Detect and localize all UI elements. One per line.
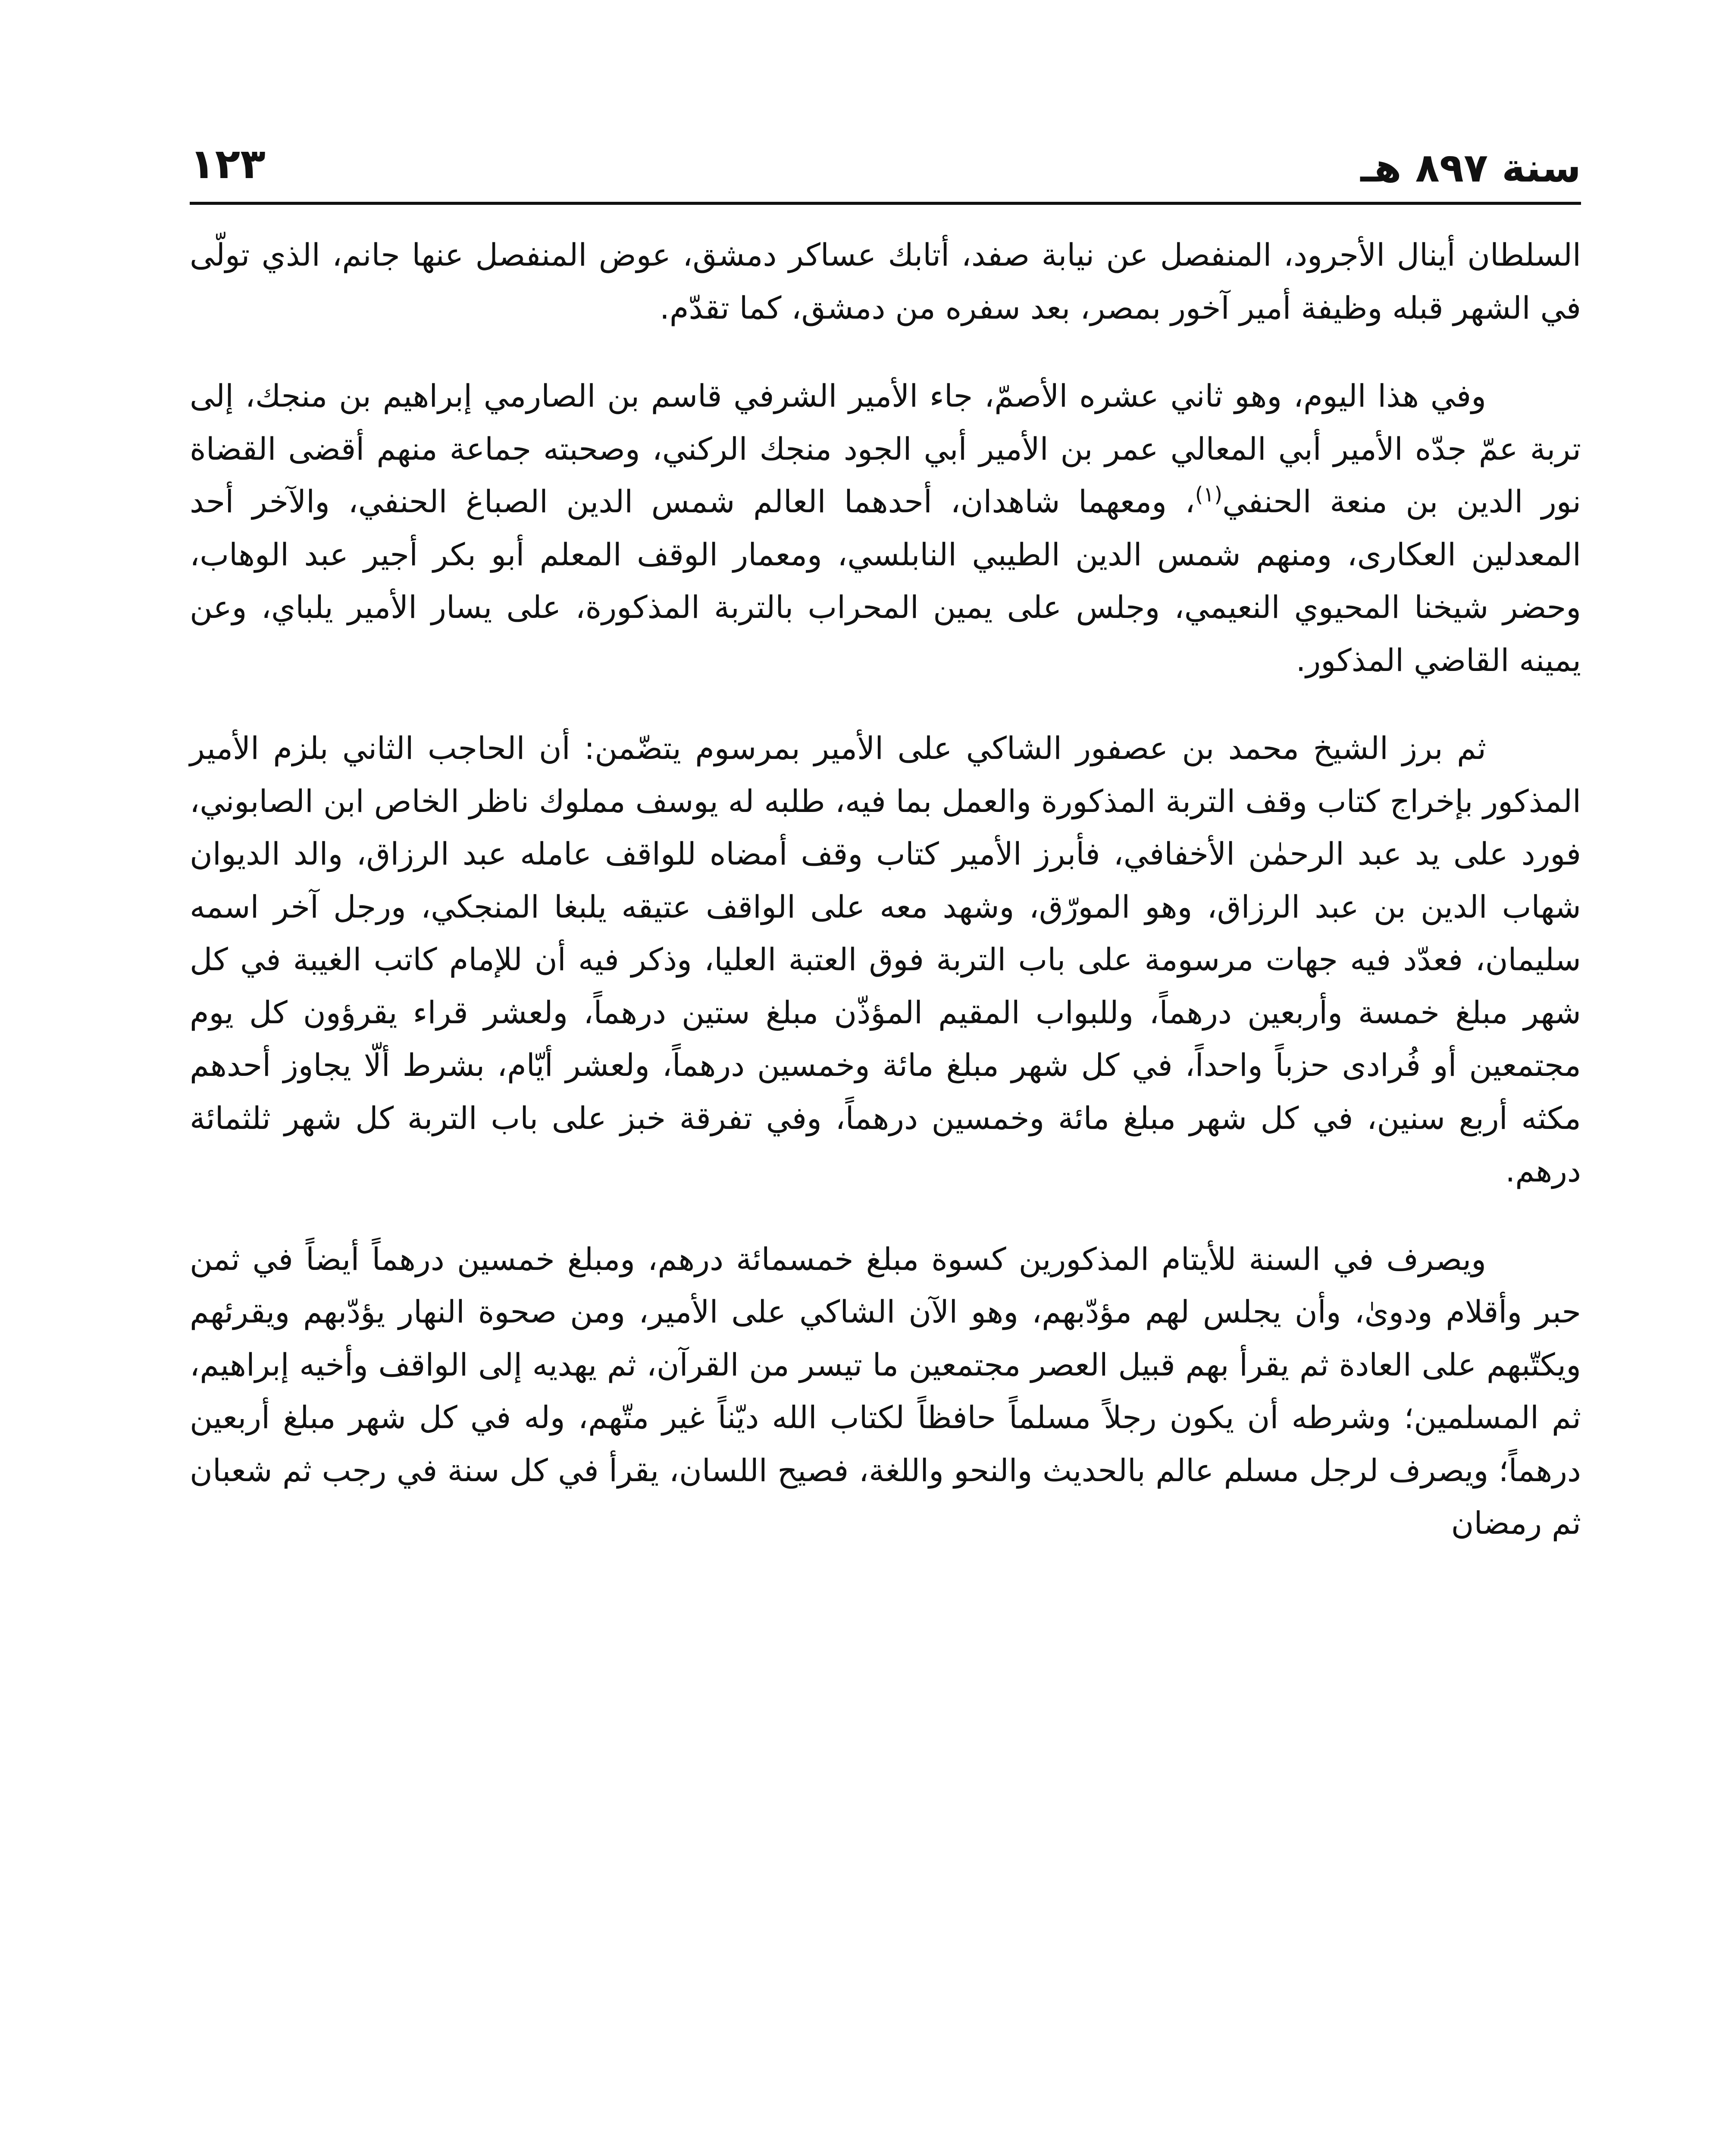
footnote-reference: (١)	[1195, 483, 1223, 507]
paragraph-2	[190, 370, 1581, 686]
main-text	[190, 229, 1581, 1585]
paragraph-4: ويصرف في السنة للأيتام المذكورين كسوة مبلغ خمسمائة درهم، ومبلغ خمسين درهماً أيضاً في ثمن حبر وأقلام ودوىٰ، وأن يجلس لهم مؤدّبهم، وهو الآن الشاكي على الأمير، ومن صحوة النهار يؤدّبهم ويقرئهم ويكتّبهم على العادة ثم يقرأ بهم قبيل العصر مجتمعين ما تيسر من القرآن، ثم يهديه إلى الواقف وأخيه إبراهيم، ثم المسلمين؛ وشرطه أن يكون رجلاً مسلماً حافظاً لكتاب الله ديّناً غير متّهم، وله في كل شهر مبلغ أربعين درهماً؛ ويصرف لرجل مسلم عالم بالحديث والنحو واللغة، فصيح اللسان، يقرأ في كل سنة في رجب ثم شعبان ثم رمضان	[190, 1241, 1581, 1541]
running-title: سنة ٨٩٧ هـ	[1360, 145, 1581, 191]
running-header	[190, 136, 1581, 201]
paragraph-2-before-note: وفي هذا اليوم، وهو ثاني عشره الأصمّ، جاء الأمير الشرفي قاسم بن الصارمي إبراهيم بن منجك، إلى تربة عمّ جدّه الأمير أبي المعالي عمر بن الأمير أبي الجود منجك الركني، وصحبته جماعة منهم أقضى القضاة نور الدين بن منعة الحنفي	[190, 378, 1581, 520]
page-number: ١٢٣	[190, 140, 266, 188]
header-rule	[190, 202, 1581, 205]
paragraph-3: ثم برز الشيخ محمد بن عصفور الشاكي على الأمير بمرسوم يتضّمن: أن الحاجب الثاني بلزم الأمير المذكور بإخراج كتاب وقف التربة المذكورة والعمل بما فيه، طلبه له يوسف مملوك ناظر الخاص ابن الصابوني، فورد على يد عبد الرحمٰن الأخفافي، فأبرز الأمير كتاب وقف أمضاه للواقف عامله عبد الرزاق، والد الديوان شهاب الدين بن عبد الرزاق، وهو المورّق، وشهد معه على الواقف عتيقه يلبغا المنجكي، ورجل آخر اسمه سليمان، فعدّد فيه جهات مرسومة على باب التربة فوق العتبة العليا، وذكر فيه أن للإمام كاتب الغيبة في كل شهر مبلغ خمسة وأربعين درهماً، وللبواب المقيم المؤذّن مبلغ ستين درهماً، ولعشر قراء يقرؤون كل يوم مجتمعين أو فُرادى حزباً واحداً، في كل شهر مبلغ مائة وخمسين درهماً، ولعشر أيّام، بشرط ألّا يجاوز أحدهم مكثه أربع سنين، في كل شهر مبلغ مائة وخمسين درهماً، وفي تفرقة خبز على باب التربة كل شهر ثلثمائة درهم.	[190, 730, 1581, 1189]
paragraph-1: السلطان أينال الأجرود، المنفصل عن نيابة صفد، أتابك عساكر دمشق، عوض المنفصل عنها جانم، الذي تولّى في الشهر قبله وظيفة أمير آخور بمصر، بعد سفره من دمشق، كما تقدّم.	[190, 237, 1581, 326]
paragraph-2-after-note: ، ومعهما شاهدان، أحدهما العالم شمس الدين الصباغ الحنفي، والآخر أحد المعدلين العكارى، ومنهم شمس الدين الطيبي النابلسي، ومعمار الوقف المعلم أبو بكر أجير عبد الوهاب، وحضر شيخنا المحيوي النعيمي، وجلس على يمين المحراب بالتربة المذكورة، على يسار الأمير يلباي، وعن يمينه القاضي المذكور.	[190, 483, 1581, 678]
